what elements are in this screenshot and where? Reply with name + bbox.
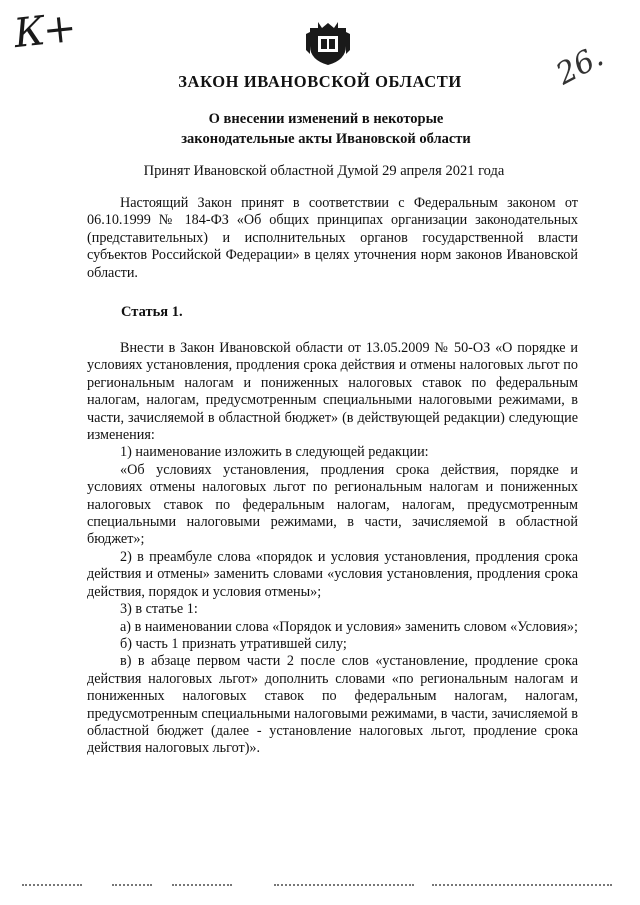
article-body (87, 340, 578, 758)
handwritten-mark-top-right: 26. (550, 38, 610, 93)
coat-of-arms-icon (304, 20, 352, 66)
subtitle-line-2: законодательные акты Ивановской области (181, 131, 471, 147)
article-paragraph: в) в абзаце первом части 2 после слов «установление, продление срока действия налоговых льгот» дополнить словами «по региональным налогам и пониженных налоговых ставок по федеральным налогам, налогам, предусмотренным специальными налоговыми режимами, в части, зачисляемой в областной бюджет (далее - установление налоговых льгот, продление срока действия налоговых льгот)». (87, 653, 578, 757)
intro-paragraph-block (87, 195, 578, 282)
article-paragraph: а) в наименовании слова «Порядок и условия» заменить словом «Условия»; (120, 618, 578, 635)
article-paragraph: 3) в статье 1: (120, 601, 198, 618)
adoption-line: Принят Ивановской областной Думой 29 апреля 2021 года (143, 163, 505, 179)
article-paragraph: «Об условиях установления, продления срока действия, порядке и условиях отмены налоговых льгот по региональным налогам и пониженных налоговых ставок по федеральным налогам, налогам, предусмотренным специальными налоговыми режимами, в части, зачисляемой в областной бюджет»; (87, 461, 578, 548)
article-heading: Статья 1. (121, 304, 183, 320)
article-paragraph: 2) в преамбуле слова «порядок и условия установления, продления срока действия и отмены» заменить словами «условия установления, продления срока действия, порядок и условия отмены»; (87, 548, 578, 600)
handwritten-mark-top-left: К+ (11, 4, 77, 58)
document-subtitle (0, 109, 640, 149)
subtitle-line-1: О внесении изменений в некоторые (208, 111, 444, 127)
scan-artifact-strip (0, 884, 640, 890)
intro-paragraph: Настоящий Закон принят в соответствии с Федеральным законом от 06.10.1999 № 184-ФЗ «Об общих принципах организации законодательных (представительных) и исполнительных органов государственной власти субъектов Российской Федерации» в целях уточнения норм законов Ивановской области. (87, 195, 578, 281)
article-paragraph: 1) наименование изложить в следующей редакции: (120, 444, 429, 461)
article-paragraph: б) часть 1 признать утратившей силу; (120, 635, 347, 652)
document-title: ЗАКОН ИВАНОВСКОЙ ОБЛАСТИ (178, 72, 462, 91)
article-paragraph: Внести в Закон Ивановской области от 13.05.2009 № 50-ОЗ «О порядке и условиях установления, продления срока действия и отмены налоговых льгот по региональным налогам и пониженных налоговых ставок по федеральным налогам, налогам, предусмотренным специальными налоговыми режимами, в части, зачисляемой в областной бюджет» (в действующей редакции) следующие изменения: (87, 340, 578, 444)
